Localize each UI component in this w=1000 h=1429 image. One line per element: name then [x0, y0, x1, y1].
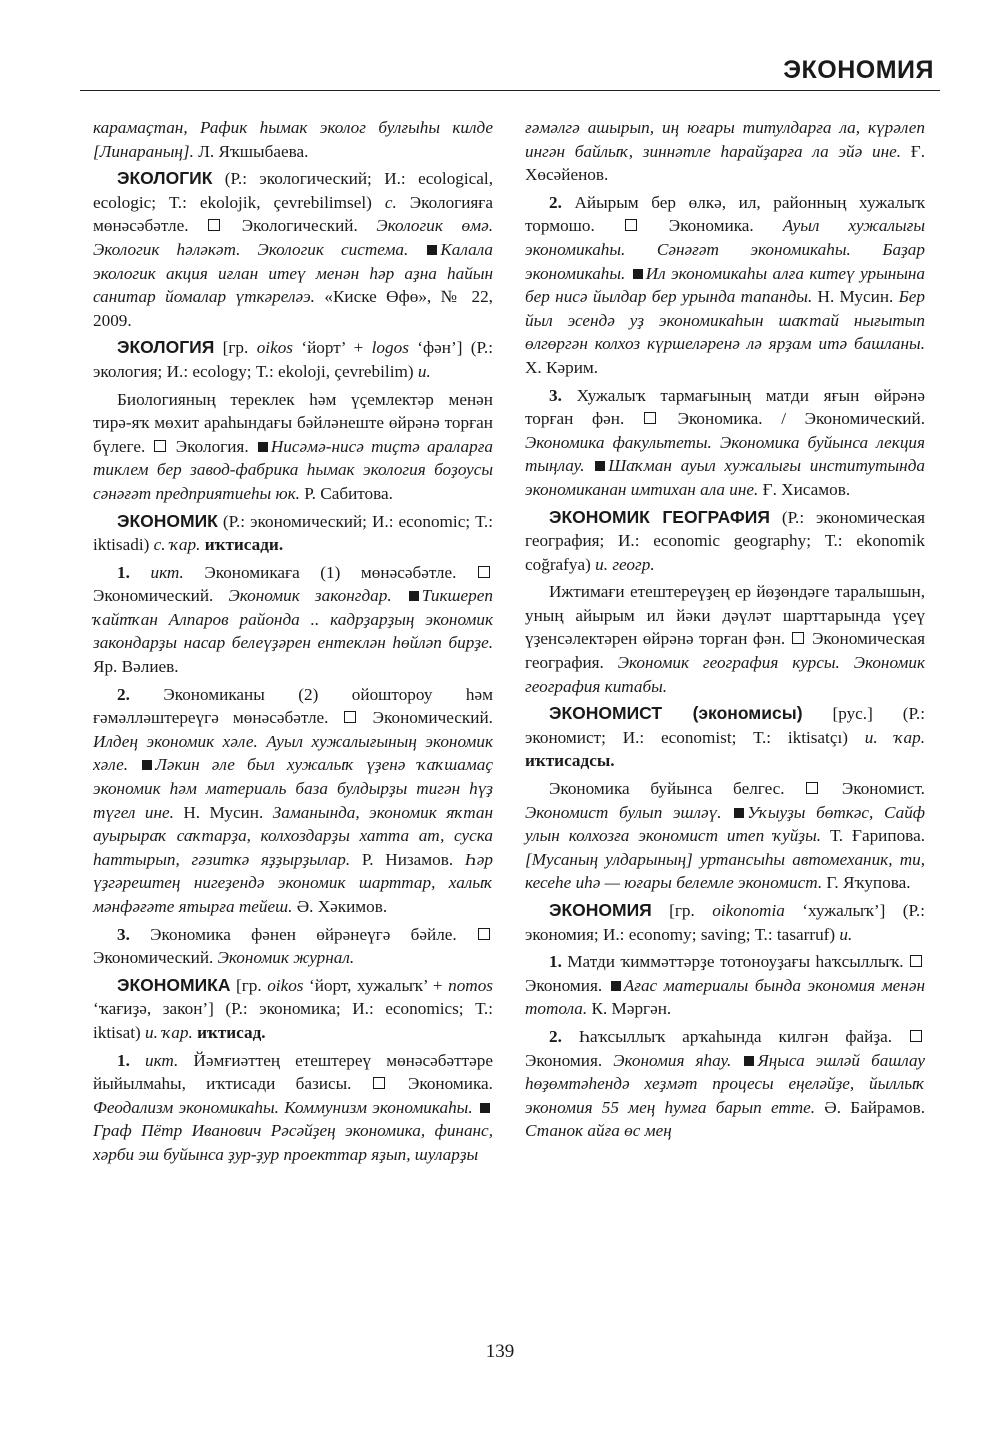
- etymon: oikos: [267, 975, 304, 995]
- russian-equivalent: Экономическая география.: [525, 629, 925, 673]
- black-square-icon: [142, 760, 152, 770]
- sense-2: [525, 1025, 925, 1143]
- russian-equivalent: Экономист.: [821, 779, 925, 799]
- sense-1: [93, 1049, 493, 1167]
- entry-ekonomist: [525, 702, 925, 773]
- etymology: (Р.: экологический; И.: ecological, ecologic; Т.: ekolojik, çevrebilimsel): [93, 169, 493, 212]
- header-rule: [80, 90, 940, 91]
- example-text: Граф Пётр Иванович Рәсәйҙең экономика, финанс, хәрби эш буйынса ҙур-ҙур проекттар яҙып, шуларҙы: [93, 1121, 493, 1164]
- russian-equivalent: Экономический.: [358, 708, 493, 728]
- white-square-icon: [792, 632, 804, 644]
- white-square-icon: [208, 219, 220, 231]
- citation: Г. Яҡупова.: [822, 873, 911, 893]
- entry-ekonomik: [93, 510, 493, 557]
- entry-ekonomika: [93, 974, 493, 1045]
- white-square-icon: [478, 566, 490, 578]
- sense-3: [525, 384, 925, 502]
- spacer: [473, 1098, 478, 1117]
- definition: Экономикаға (1) мөнәсәбәтле.: [183, 562, 477, 582]
- citation: Яр. Вәлиев.: [93, 657, 179, 677]
- pos-label: и.: [839, 924, 853, 944]
- definition: Хужалыҡ тармағының матди яғын өйрәнә торған фән.: [525, 385, 925, 429]
- entry-ekologiya: [93, 336, 493, 383]
- etymology: [гр.: [214, 338, 257, 358]
- citation: Ғ. Хөсәйенов.: [525, 141, 926, 185]
- spacer: [392, 586, 407, 605]
- example-text: Калала экологик акция иғлан итеү менән һәр аҙна һайын санитар йомалар үткәреләэ.: [93, 239, 493, 307]
- citation: Ә. Хәкимов.: [292, 897, 388, 916]
- sense-number: 1.: [117, 562, 130, 582]
- etymology: [гр.: [651, 901, 713, 920]
- definition: Йәмғиәттең етештереү мөнәсәбәттәре йыйылмаһы, иҡтисади базисы.: [93, 1050, 493, 1094]
- black-square-icon: [734, 808, 744, 818]
- definition: Экономика фәнен өйрәнеүгә бәйле.: [129, 924, 477, 944]
- headword: ЭКОНОМИК ГЕОГРАФИЯ: [549, 506, 770, 527]
- example-text: Бер йыл эсендә уҙ экономикаһын шаҡтай нығытып өлгөргән колхоз күршеләренә лә ярҙам итә башланы.: [525, 287, 926, 354]
- white-square-icon: [910, 955, 922, 967]
- etymology: [гр.: [230, 975, 268, 995]
- page-number: 139: [485, 1341, 515, 1362]
- citation: Р. Низамов.: [350, 849, 465, 869]
- citation: Р. Сабитова.: [299, 483, 393, 503]
- pos-label: с. ҡар.: [153, 535, 201, 555]
- sense-ekonomist: [525, 777, 925, 895]
- example-text: Станок айға өс мең: [525, 1121, 672, 1141]
- citation: Т. Ғарипова.: [821, 826, 925, 846]
- example-phrases: Экономия яһау.: [613, 1050, 732, 1070]
- example-text: Ил экономикаһы алға китеү урынына бер нисә йылдар бер урында тапанды.: [525, 263, 925, 307]
- citation: «Киске Өфө», № 22, 2009.: [93, 287, 493, 330]
- spacer: [722, 803, 733, 822]
- example-text: Уҡыуҙы бөткәс, Сайф улын колхозға экономист итеп ҡуйҙы.: [525, 802, 925, 846]
- example-text: Яңыса эшләй башлау һөҙөмтәһендә хеҙмәт процесы еңеләйҙе, йыллыҡ экономия 55 мең һумға барып етте.: [525, 1050, 925, 1117]
- headword: ЭКОНОМИЯ: [549, 900, 652, 920]
- etymology: ‘йорт’ +: [292, 338, 372, 358]
- example-text: Заманында, экономик яҡтан ауырыраҡ саҡтарҙа, колхоздарҙы хатта ат, суска һаттырып, гәзиткә яҙҙырҙылар.: [93, 802, 493, 869]
- russian-equivalent: Экологический.: [223, 216, 377, 236]
- etymology: ‘хужалыҡ’] (Р.: экономия; И.: economy; saving; Т.: tasarruf): [525, 901, 925, 944]
- definition: Ижтимағи етештереүҙең ер йөҙөндәге таралышын, уның айырым ил йәки дәүләт шарттарында үҫеү үҙенсәлектәрен өйрәнә торған фән.: [525, 582, 925, 649]
- example-phrases: Ауыл хужалығы экономикаһы. Сәнәғәт экономикаһы. Баҙар экономикаһы.: [525, 216, 926, 283]
- pos-label: и. ҡар.: [864, 727, 925, 747]
- sense-2: [525, 191, 925, 380]
- white-square-icon: [154, 440, 166, 452]
- citation: Х. Кәрим.: [525, 357, 599, 377]
- black-square-icon: [595, 461, 605, 471]
- example-phrases: Экологик өмә. Экологик һәләкәт. Экологик система.: [93, 216, 493, 259]
- entry-ekonomik-geografiya: [525, 506, 925, 577]
- sense-1: [93, 561, 493, 679]
- citation: Н. Мусин.: [173, 802, 273, 822]
- pos-label: и. ҡар.: [145, 1022, 193, 1042]
- citation: Н. Мусин.: [812, 287, 899, 307]
- example-phrases: Экономик законгдар.: [228, 586, 392, 606]
- russian-equivalent: Экономика.: [387, 1074, 493, 1094]
- cross-reference: иҡтисад.: [197, 1022, 266, 1042]
- spacer: [585, 456, 594, 475]
- black-square-icon: [480, 1103, 490, 1113]
- example-text: ғәмәлгә ашырып, иң юғары титулдарға ла, күрәлеп ингән байлыҡ, зиннәтле һарайҙарға ла эйә ине.: [525, 118, 925, 161]
- example-phrases: Экономик журнал.: [217, 948, 355, 968]
- citation: Ә. Байрамов.: [815, 1097, 925, 1117]
- spacer: [128, 755, 140, 774]
- headword: ЭКОНОМИКА: [117, 974, 231, 995]
- cross-reference: иҡтисадсы.: [525, 751, 615, 771]
- sense-number: 2.: [549, 1026, 562, 1046]
- black-square-icon: [409, 591, 419, 601]
- definition: Экономика буйынса белгес.: [549, 779, 806, 799]
- entry-ekonomiya: [525, 899, 925, 946]
- citation: К. Мәргән.: [587, 999, 672, 1019]
- definition: Айырым бер өлкә, ил, районның хужалыҡ тормошо.: [525, 192, 925, 236]
- white-square-icon: [644, 412, 656, 424]
- black-square-icon: [258, 442, 268, 452]
- example-phrases: Экономист булып эшләү.: [525, 802, 722, 822]
- white-square-icon: [344, 711, 356, 723]
- black-square-icon: [633, 269, 643, 279]
- example-text: [Мусаның улдарының] уртансыһы автомеханик, ти, кесеһе иһә — юғары белемле экономист.: [525, 849, 925, 893]
- running-header: ЭКОНОМИЯ: [783, 56, 934, 84]
- headword: ЭКОЛОГИЯ: [117, 337, 215, 358]
- sense-ekologiya: [93, 388, 493, 506]
- etymon: oikonomia: [712, 901, 785, 920]
- etymology: [рус.] (Р.: экономист; И.: economist; Т.: iktisatçı): [525, 704, 925, 747]
- white-square-icon: [373, 1077, 385, 1089]
- headword: ЭКОЛОГИК: [117, 168, 213, 189]
- example-text: Ләкин әле был хужалыҡ үҙенә ҡаҡшамаҫ экономик һәм материаль база булдырҙы тигән һүҙ түгел ине.: [93, 755, 493, 822]
- headword: ЭКОНОМИК: [117, 510, 218, 531]
- example-phrases: Илдең экономик хәле. Ауыл хужалығының экономик хәле.: [93, 731, 493, 775]
- example-text: карамаҫтан, Рафик һымак эколог булғыһы килде [Линараның].: [93, 118, 493, 161]
- example-phrases: Экономик география курсы. Экономик география китабы.: [525, 653, 925, 696]
- sense-number: 3.: [117, 924, 130, 944]
- sense-number: 1.: [549, 952, 562, 972]
- left-column: [93, 116, 493, 1171]
- white-square-icon: [625, 219, 637, 231]
- example-text: Шаҡман ауыл хужалығы институтында экономиканан имтихан ала ине.: [525, 456, 926, 499]
- spacer: [130, 563, 151, 582]
- cross-reference: иҡтисади.: [204, 535, 284, 555]
- russian-equivalent: Экономический.: [93, 586, 229, 606]
- spacer: [625, 264, 630, 283]
- sense-number: 1.: [117, 1050, 130, 1070]
- entry-continuation: [525, 116, 925, 187]
- sense-1: [525, 950, 925, 1021]
- example-phrases: Феодализм экономикаһы. Коммунизм экономикаһы.: [93, 1097, 473, 1117]
- headword: ЭКОНОМИСТ (экономисы): [549, 703, 803, 724]
- domain-label: икт.: [144, 1050, 179, 1070]
- spacer: [408, 240, 425, 259]
- citation: Л. Яҡшыбаева.: [193, 141, 309, 161]
- definition: Матди ҡиммәттәрҙе тотоноуҙағы һаҡсыллыҡ.: [561, 952, 909, 972]
- entry-ekologik: [93, 167, 493, 332]
- black-square-icon: [427, 245, 437, 255]
- example-text: Һәр үҙгәрештең нигеҙендә экономик шарттар, халыҡ мәнфәғәте ятырға тейеш.: [93, 849, 493, 916]
- pos-label: с.: [384, 192, 397, 212]
- etymology: (Р.: экономический; И.: economic; Т.: iktisadi): [93, 511, 493, 555]
- black-square-icon: [744, 1056, 754, 1066]
- example-text: Нисәмә-нисә тиҫтә араларға тиклем бер завод-фабрика һымак экология боҙоусы сәнәғәт предприятиеһы юк.: [93, 436, 493, 503]
- citation: Ғ. Хисамов.: [758, 479, 851, 499]
- russian-equivalent: Экономический.: [93, 948, 218, 968]
- white-square-icon: [806, 782, 818, 794]
- sense-number: 2.: [549, 192, 562, 212]
- pos-label: и.: [417, 361, 431, 381]
- etymon: oikos: [256, 338, 293, 358]
- white-square-icon: [910, 1030, 922, 1042]
- sense-number: 2.: [117, 684, 130, 704]
- sense-geografiya: [525, 580, 925, 698]
- sense-3: [93, 923, 493, 970]
- domain-label: икт.: [150, 562, 184, 582]
- spacer: [130, 1051, 145, 1070]
- sense-2: [93, 683, 493, 919]
- example-phrases: Экономика факультеты. Экономика буйынса лекция тыңлау.: [525, 432, 925, 476]
- definition: Биологияның тереклек һәм үҫемлектәр менән тирә-яҡ мөхит араһындағы бәйләнеште өйрәнә торған бүлеге.: [93, 389, 493, 456]
- pos-label: и. геогр.: [595, 554, 655, 574]
- spacer: [731, 1051, 742, 1070]
- definition: Экологияға мөнәсәбәтле.: [93, 192, 493, 236]
- etymology: (Р.: экономическая география; И.: economic geography; Т.: ekonomik coğrafya): [525, 507, 925, 574]
- russian-equivalent: Экономика. / Экономический.: [658, 409, 926, 429]
- etymology: ‘йорт, хужалыҡ’ +: [303, 975, 449, 995]
- etymon: nomos: [448, 975, 493, 995]
- right-column: [525, 116, 925, 1147]
- definition: Экономиканы (2) ойоштороу һәм ғәмәлләштереүгә мөнәсәбәтле.: [93, 684, 493, 728]
- white-square-icon: [478, 928, 490, 940]
- sense-number: 3.: [549, 385, 562, 405]
- entry-continuation: [93, 116, 493, 163]
- etymon: logos: [371, 338, 409, 358]
- example-text: Тикшереп ҡайтҡан Алпаров районда .. кадрҙарҙың экономик закондарҙы насар белеүҙәрен ентеклән һөйләп бирҙе.: [93, 586, 493, 653]
- russian-equivalent: Экономия.: [525, 975, 609, 995]
- definition: Һаҡсыллыҡ арҡаһында килгән файҙа.: [561, 1026, 909, 1046]
- etymology: ‘фән’] (Р.: экология; И.: ecology; Т.: ekoloji, çevrebilim): [93, 338, 493, 381]
- russian-equivalent: Экология.: [168, 436, 256, 456]
- etymology: ‘ҡағиҙә, закон’] (Р.: экономика; И.: economics; Т.: iktisat): [93, 999, 493, 1042]
- example-text: Ағас материалы бында экономия менән тотола.: [525, 975, 925, 1019]
- black-square-icon: [611, 981, 621, 991]
- russian-equivalent: Экономика.: [639, 216, 783, 236]
- russian-equivalent: Экономия.: [525, 1050, 614, 1070]
